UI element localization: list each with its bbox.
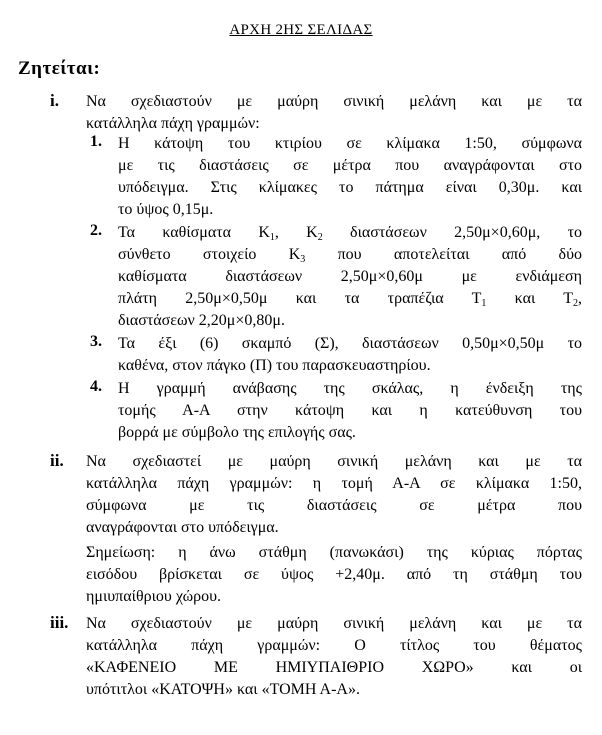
note xyxy=(86,542,582,608)
item-i-label: i. xyxy=(50,91,59,110)
item-i-line-1: Να σχεδιαστούν με μαύρη σινική μελάνη και με τα xyxy=(86,93,582,110)
item-iii-line-2: κατάλληλα πάχη γραμμών: Ο τίτλος του θέματος xyxy=(86,637,582,654)
subitem-4-line-3: βορρά με σύμβολο της επιλογής σας. xyxy=(118,424,356,441)
item-ii-label: ii. xyxy=(50,451,64,470)
subitem-1-label: 1. xyxy=(90,133,102,150)
subitem-2-text xyxy=(118,222,582,332)
note-line-2: εισόδου βρίσκεται σε ύψος +2,40μ. από τη στάθμη του xyxy=(86,566,582,583)
subitem-2-line-5: διαστάσεων 2,20μ×0,80μ. xyxy=(118,312,285,329)
section-title: Ζητείται: xyxy=(18,58,101,79)
subitem-2-line-3: καθίσματα διαστάσεων 2,50μ×0,60μ με ενδιάμεση xyxy=(118,268,582,285)
subitem-2-line-2: σύνθετο στοιχείο $K_3$ που αποτελείται από δύο xyxy=(118,246,582,265)
subitem-1-line-1: Η κάτοψη του κτιρίου σε κλίμακα 1:50, σύμφωνα xyxy=(118,135,582,152)
subitem-3-label: 3. xyxy=(90,333,102,350)
subitem-4-label: 4. xyxy=(90,378,102,395)
subitem-3-line-2: καθένα, στον πάγκο (Π) του παρασκευαστηρίου. xyxy=(118,357,431,374)
subitem-3-text xyxy=(118,333,582,377)
subitem-1-line-4: το ύψος 0,15μ. xyxy=(118,201,214,218)
page-header: ΑΡΧΗ 2ΗΣ ΣΕΛΙΔΑΣ xyxy=(229,22,373,38)
item-iii-line-1: Να σχεδιαστούν με μαύρη σινική μελάνη και με τα xyxy=(86,615,582,632)
item-iii-line-3: «ΚΑΦΕΝΕΙΟ ΜΕ ΗΜΙΥΠΑΙΘΡΙΟ ΧΩΡΟ» και οι xyxy=(86,659,582,676)
subitem-4-text xyxy=(118,378,582,444)
note-line-3: ημιυπαίθριου χώρου. xyxy=(86,588,221,605)
item-ii-line-4: αναγράφονται στο υπόδειγμα. xyxy=(86,519,279,536)
item-ii-line-3: σύμφωνα με τις διαστάσεις σε μέτρα που xyxy=(86,497,582,514)
subitem-4-line-2: τομής Α-Α στην κάτοψη και η κατεύθυνση του xyxy=(118,402,582,419)
subitem-1-line-2: με τις διαστάσεις σε μέτρα που αναγράφονται στο xyxy=(118,157,582,174)
item-ii-line-1: Να σχεδιαστεί με μαύρη σινική μελάνη και με τα xyxy=(86,453,582,470)
note-line-1: Σημείωση: η άνω στάθμη (πανωκάσι) της κύριας πόρτας xyxy=(86,544,582,561)
subitem-2-line-1: Τα καθίσματα $K_1$, $K_2$ διαστάσεων 2,50μ×0,60μ, το xyxy=(118,224,582,243)
subitem-1-text xyxy=(118,133,582,221)
item-iii-line-4: υπότιτλοι «ΚΑΤΟΨΗ» και «ΤΟΜΗ Α-Α». xyxy=(86,681,360,698)
subitem-3-line-1: Τα έξι (6) σκαμπό (Σ), διαστάσεων 0,50μ×0,50μ το xyxy=(118,335,582,352)
item-i-text xyxy=(86,91,582,135)
item-iii-label: iii. xyxy=(50,613,69,632)
item-ii-line-2: κατάλληλα πάχη γραμμών: η τομή Α-Α σε κλίμακα 1:50, xyxy=(86,475,582,492)
subitem-2-line-4: πλάτη 2,50μ×0,50μ και τα τραπέζια $T_1$ και $T_2$, xyxy=(118,290,583,309)
subitem-1-line-3: υπόδειγμα. Στις κλίμακες το πάτημα είναι 0,30μ. και xyxy=(118,179,582,196)
item-iii-text xyxy=(86,613,582,701)
subitem-2-label: 2. xyxy=(90,222,102,239)
item-ii-text xyxy=(86,451,582,539)
item-i-line-2: κατάλληλα πάχη γραμμών: xyxy=(86,115,260,132)
subitem-4-line-1: Η γραμμή ανάβασης της σκάλας, η ένδειξη της xyxy=(118,380,582,397)
